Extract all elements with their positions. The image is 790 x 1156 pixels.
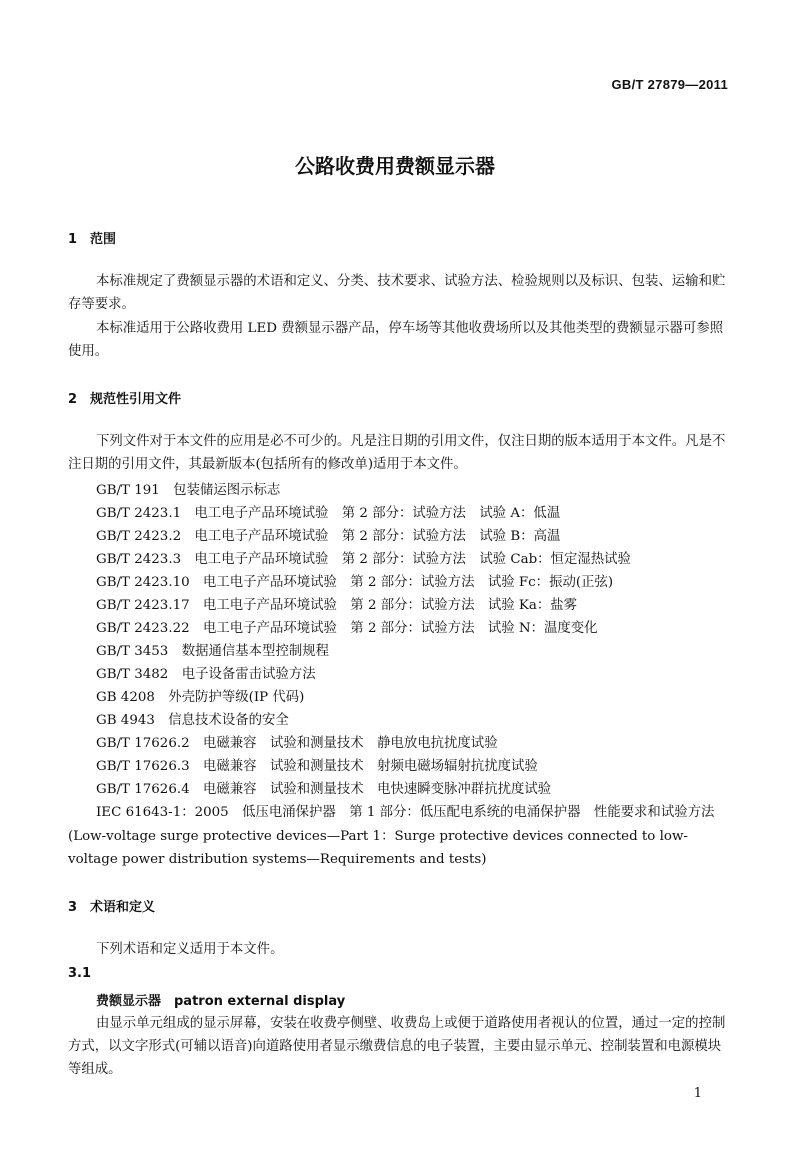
section-3-intro: 下列术语和定义适用于本文件。 <box>96 942 284 957</box>
section-number: 3 <box>68 900 78 915</box>
standard-code: GB/T 27879—2011 <box>611 77 728 92</box>
term-name: 费额显示器 patron external display <box>96 994 346 1009</box>
reference-item: GB/T 191 包装储运图示标志 <box>96 483 281 498</box>
section-1-heading <box>68 228 116 247</box>
reference-item: GB/T 17626.3 电磁兼容 试验和测量技术 射频电磁场辐射抗扰度试验 <box>96 759 538 774</box>
reference-item: GB/T 3482 电子设备雷击试验方法 <box>96 667 316 682</box>
reference-item: GB/T 3453 数据通信基本型控制规程 <box>96 644 330 659</box>
reference-item: GB/T 2423.2 电工电子产品环境试验 第 2 部分：试验方法 试验 B：高温 <box>96 529 561 544</box>
section-3-heading <box>68 896 155 915</box>
section-title: 术语和定义 <box>90 900 156 915</box>
section-title: 范围 <box>90 232 117 247</box>
section-title: 规范性引用文件 <box>90 392 182 407</box>
reference-item: GB/T 17626.2 电磁兼容 试验和测量技术 静电放电抗扰度试验 <box>96 736 498 751</box>
reference-item: GB 4208 外壳防护等级(IP 代码) <box>96 690 305 705</box>
iec-reference: IEC 61643-1：2005 低压电涌保护器 第 1 部分：低压配电系统的电涌保护器 性能要求和试验方法(Low-voltage surge protective devices—Part 1：Surge protective devices connected to low-voltage power distribution systems—Requirements and tests) <box>68 805 715 867</box>
page-title: 公路收费用费额显示器 <box>295 154 495 178</box>
reference-item: GB/T 2423.22 电工电子产品环境试验 第 2 部分：试验方法 试验 N：温度变化 <box>96 621 598 636</box>
page-number: 1 <box>693 1086 702 1101</box>
section-number: 2 <box>68 392 78 407</box>
section-2-heading <box>68 388 181 407</box>
term-definition: 由显示单元组成的显示屏幕，安装在收费亭侧壁、收费岛上或便于道路使用者视认的位置，通过一定的控制方式，以文字形式(可辅以语音)向道路使用者显示缴费信息的电子装置，主要由显示单元、控制装置和电源模块等组成。 <box>68 1016 726 1077</box>
reference-item: GB/T 2423.1 电工电子产品环境试验 第 2 部分：试验方法 试验 A：低温 <box>96 506 561 521</box>
term-number: 3.1 <box>68 966 92 981</box>
reference-item: GB 4943 信息技术设备的安全 <box>96 713 289 728</box>
section-1-paragraph-2: 本标准适用于公路收费用 LED 费额显示器产品，停车场等其他收费场所以及其他类型的费额显示器可参照使用。 <box>68 321 724 359</box>
reference-item: GB/T 17626.4 电磁兼容 试验和测量技术 电快速瞬变脉冲群抗扰度试验 <box>96 782 552 797</box>
reference-item: GB/T 2423.17 电工电子产品环境试验 第 2 部分：试验方法 试验 Ka：盐雾 <box>96 598 578 613</box>
section-1-paragraph-1: 本标准规定了费额显示器的术语和定义、分类、技术要求、试验方法、检验规则以及标识、包装、运输和贮存等要求。 <box>68 274 726 312</box>
section-2-intro: 下列文件对于本文件的应用是必不可少的。凡是注日期的引用文件，仅注日期的版本适用于本文件。凡是不注日期的引用文件，其最新版本(包括所有的修改单)适用于本文件。 <box>68 434 726 472</box>
reference-item: GB/T 2423.10 电工电子产品环境试验 第 2 部分：试验方法 试验 Fc：振动(正弦) <box>96 575 614 590</box>
reference-item: GB/T 2423.3 电工电子产品环境试验 第 2 部分：试验方法 试验 Cab：恒定湿热试验 <box>96 552 631 567</box>
section-number: 1 <box>68 232 78 247</box>
